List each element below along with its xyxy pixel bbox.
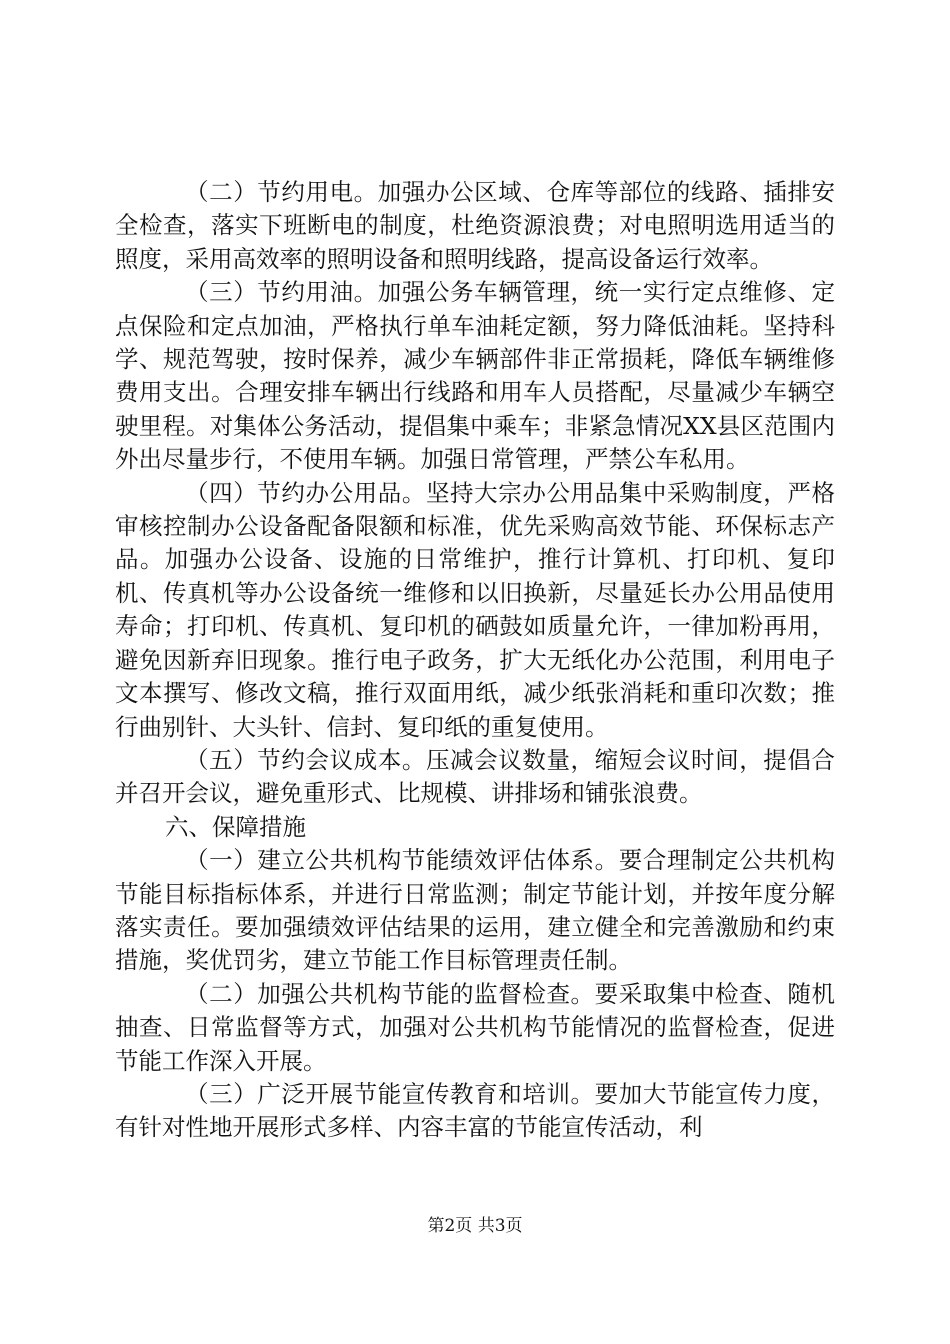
section-heading-safeguards: 六、保障措施 [165, 812, 306, 841]
document-body [115, 176, 835, 1145]
paragraph-saving-electricity: （二）节约用电。加强办公区域、仓库等部位的线路、插排安全检查，落实下班断电的制度，杜绝资源浪费；对电照明选用适当的照度，采用高效率的照明设备和照明线路，提高设备运行效率。 [115, 178, 835, 273]
paragraph-saving-fuel: （三）节约用油。加强公务车辆管理，统一实行定点维修、定点保险和定点加油，严格执行单车油耗定额，努力降低油耗。坚持科学、规范驾驶，按时保养，减少车辆部件非正常损耗，降低车辆维修费用支出。合理安排车辆出行线路和用车人员搭配，尽量减少车辆空驶里程。对集体公务活动，提倡集中乘车；非紧急情况XX县区范围内外出尽量步行，不使用车辆。加强日常管理，严禁公车私用。 [115, 278, 835, 474]
paragraph-supervision-inspection: （二）加强公共机构节能的监督检查。要采取集中检查、随机抽查、日常监督等方式，加强对公共机构节能情况的监督检查，促进节能工作深入开展。 [115, 979, 835, 1075]
paragraph-publicity-training: （三）广泛开展节能宣传教育和培训。要加大节能宣传力度，有针对性地开展形式多样、内容丰富的节能宣传活动，利 [115, 1079, 835, 1142]
paragraph-saving-meeting-costs: （五）节约会议成本。压减会议数量，缩短会议时间，提倡合并召开会议，避免重形式、比规模、讲排场和铺张浪费。 [115, 745, 835, 808]
paragraph-performance-evaluation: （一）建立公共机构节能绩效评估体系。要合理制定公共机构节能目标指标体系，并进行日常监测；制定节能计划，并按年度分解落实责任。要加强绩效评估结果的运用，建立健全和完善激励和约束措施，奖优罚劣，建立节能工作目标管理责任制。 [115, 846, 835, 975]
page-number-footer: 第2页 共3页 [427, 1216, 523, 1236]
paragraph-saving-office-supplies: （四）节约办公用品。坚持大宗办公用品集中采购制度，严格审核控制办公设备配备限额和标准，优先采购高效节能、环保标志产品。加强办公设备、设施的日常维护，推行计算机、打印机、复印机、传真机等办公设备统一维修和以旧换新，尽量延长办公用品使用寿命；打印机、传真机、复印机的硒鼓如质量允许，一律加粉再用，避免因新弃旧现象。推行电子政务，扩大无纸化办公范围，利用电子文本撰写、修改文稿，推行双面用纸，减少纸张消耗和重印次数；推行曲别针、大头针、信封、复印纸的重复使用。 [115, 478, 835, 741]
